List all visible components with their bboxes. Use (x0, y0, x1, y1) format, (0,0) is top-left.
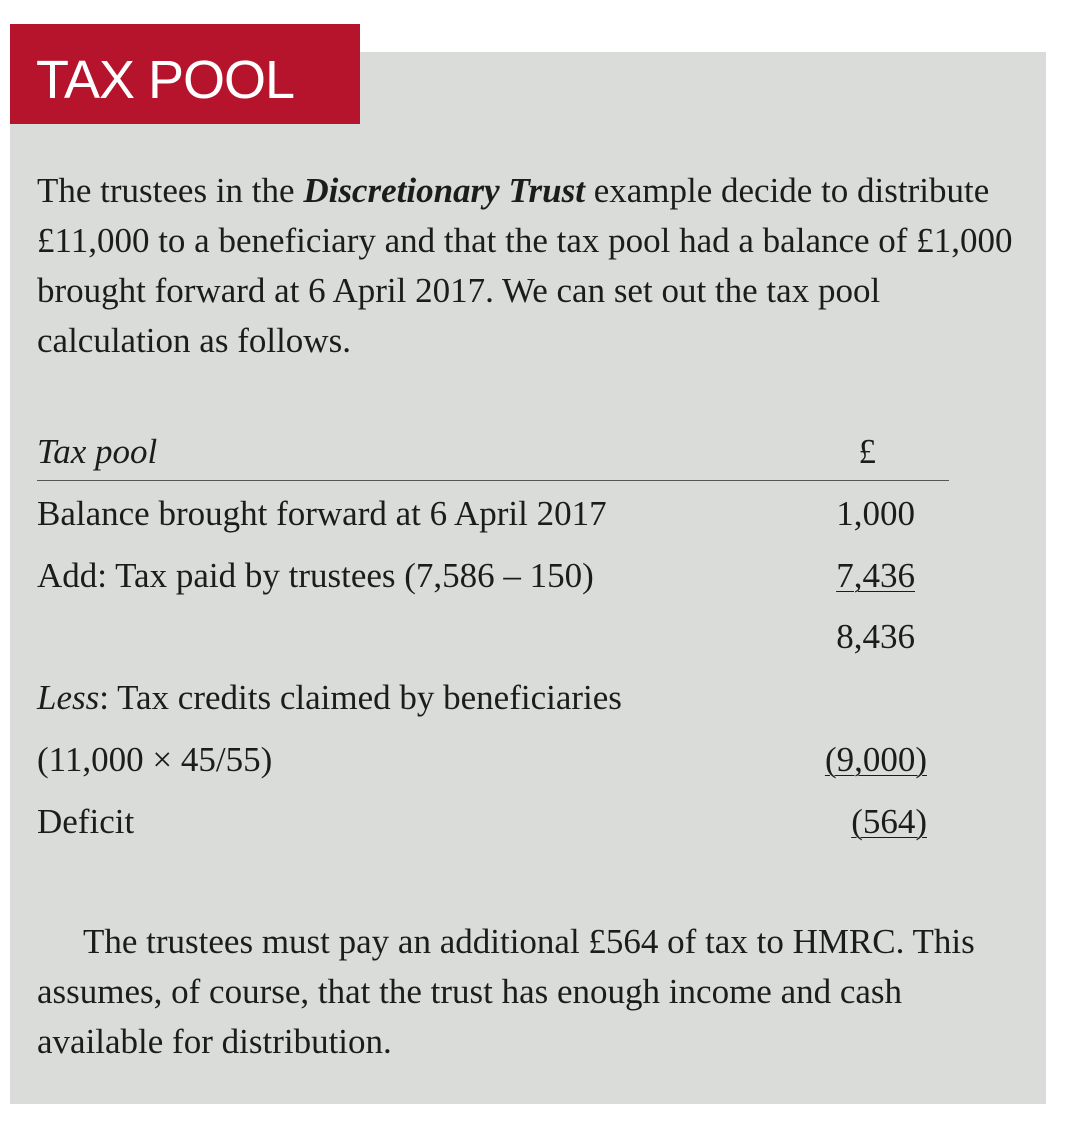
row-less-text: : Tax credits claimed by beneficiaries (99, 678, 622, 717)
row-tax-paid-label: Add: Tax paid by trustees (7,586 – 150) (37, 556, 594, 595)
intro-paragraph (37, 166, 1027, 366)
intro-text-end: example decide to distribute £11,000 to a beneficiary and that the tax pool had a balance of £1,000 brought forward at 6 April 2017. We can set out the tax pool calculation as follows. (37, 171, 1013, 360)
row-tax-paid-value (760, 551, 915, 601)
row-less-italic: Less (37, 678, 100, 717)
row-credits-value (740, 735, 927, 785)
row-deficit-value (740, 797, 927, 847)
row-credits-formula-label: (11,000 × 45/55) (37, 740, 273, 779)
row-balance-label: Balance brought forward at 6 April 2017 (37, 494, 607, 533)
closing-text: The trustees must pay an additional £564 of tax to HMRC. This assumes, of course, that the trust has enough income and cash available for distribution. (37, 922, 975, 1061)
row-deficit-amount: (564) (851, 802, 927, 841)
table-header-currency: £ (858, 432, 876, 471)
row-balance-value: 1,000 (836, 494, 915, 533)
row-subtotal-value: 8,436 (836, 617, 915, 656)
row-tax-paid-amount: 7,436 (836, 556, 915, 595)
title-banner (10, 24, 360, 124)
row-less-label (37, 673, 622, 723)
table-header-rule (37, 480, 949, 481)
table-header-label: Tax pool (37, 432, 158, 471)
intro-text-start: The trustees in the (37, 171, 304, 210)
intro-emphasis: Discretionary Trust (303, 171, 585, 210)
page-title: TAX POOL (36, 50, 295, 110)
row-credits-amount: (9,000) (824, 740, 927, 779)
closing-paragraph (37, 917, 1027, 1067)
row-deficit-label: Deficit (37, 802, 135, 841)
